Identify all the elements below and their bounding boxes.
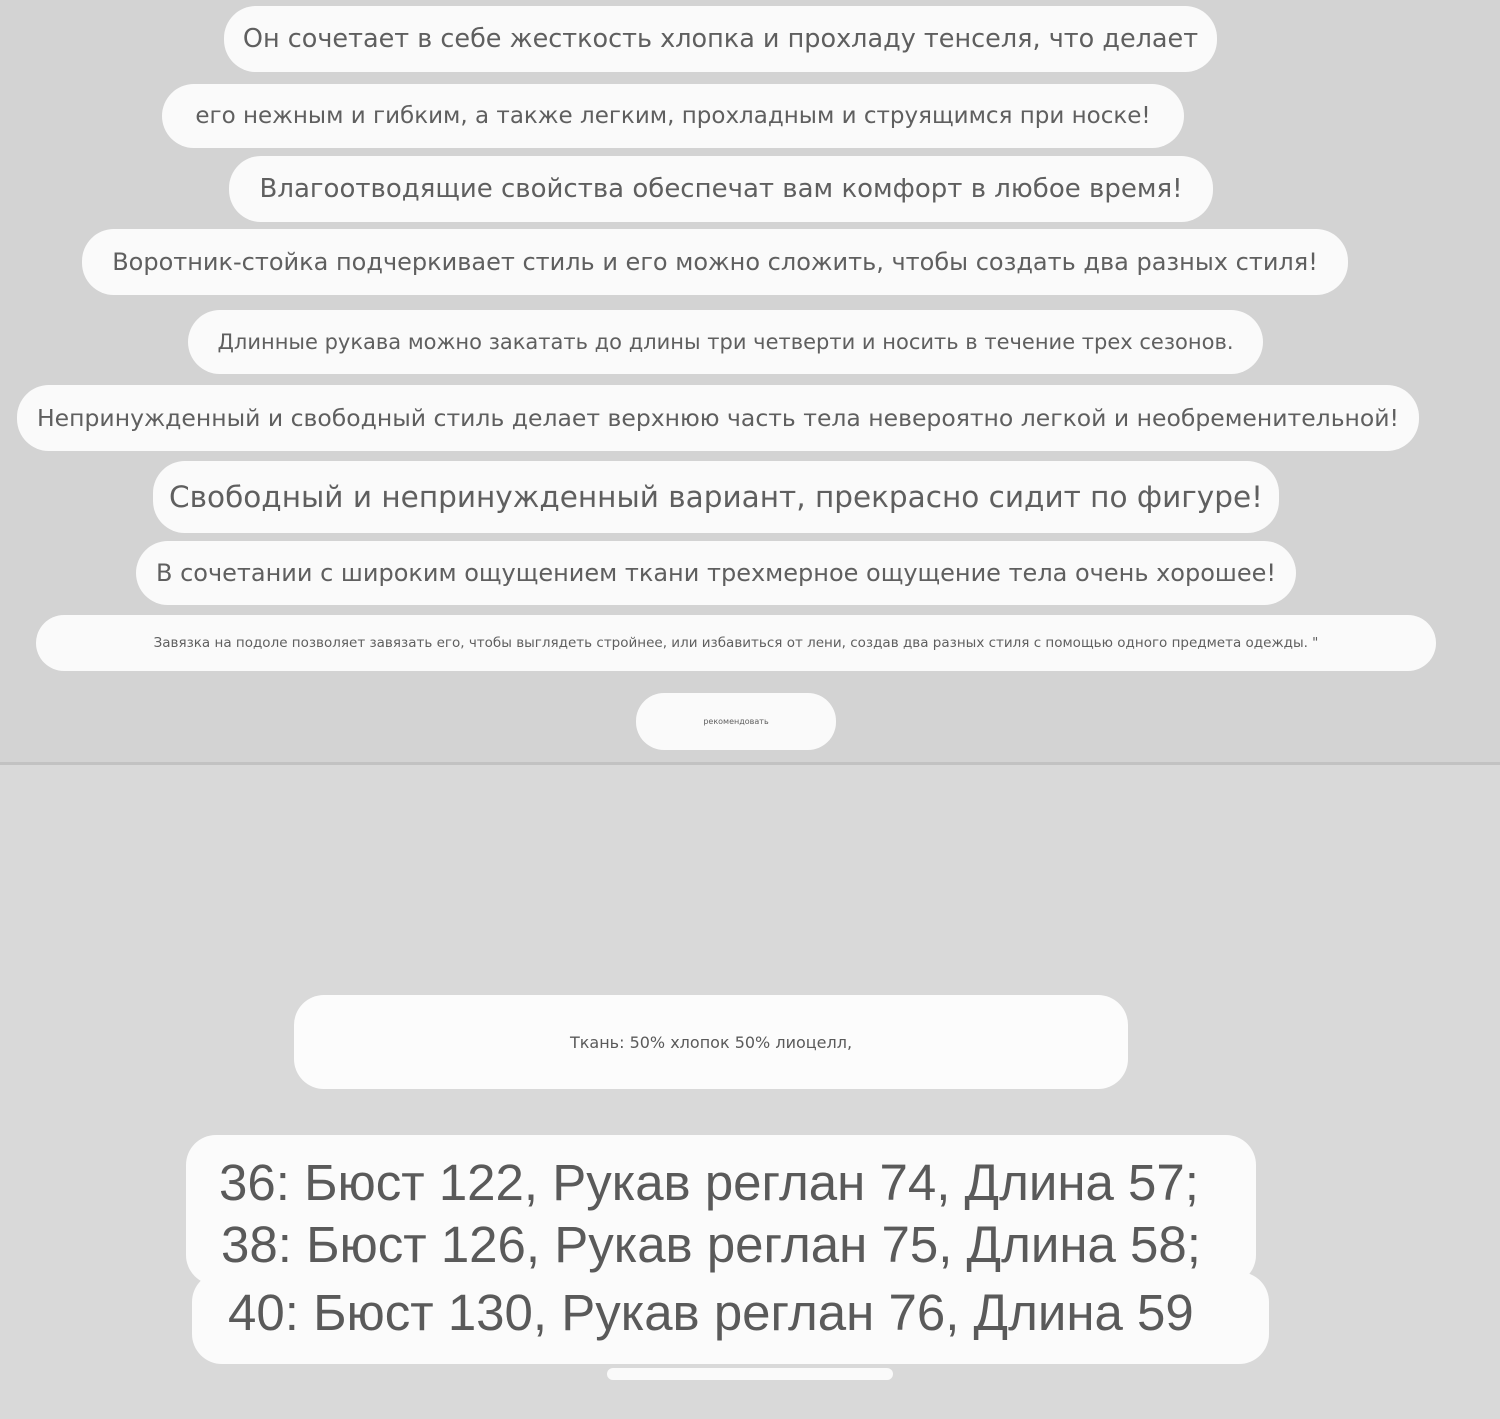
description-line: Длинные рукава можно закатать до длины три четверти и носить в течение трех сезонов.	[188, 310, 1263, 374]
description-line: Непринужденный и свободный стиль делает верхнюю часть тела невероятно легкой и необременительной!	[17, 385, 1419, 451]
description-line: Воротник-стойка подчеркивает стиль и его можно сложить, чтобы создать два разных стиля!	[82, 229, 1348, 295]
size-row: 40: Бюст 130, Рукав реглан 76, Длина 59	[228, 1284, 1194, 1341]
size-row: 38: Бюст 126, Рукав реглан 75, Длина 58;	[221, 1216, 1201, 1273]
description-line: В сочетании с широким ощущением ткани трехмерное ощущение тела очень хорошее!	[136, 541, 1296, 605]
description-line: Он сочетает в себе жесткость хлопка и прохладу тенселя, что делает	[224, 6, 1217, 72]
home-indicator[interactable]	[607, 1368, 893, 1380]
description-line: Завязка на подоле позволяет завязать его, чтобы выглядеть стройнее, или избавиться от лени, создав два разных стиля с помощью одного предмета одежды. "	[36, 615, 1436, 671]
fabric-composition: Ткань: 50% хлопок 50% лиоцелл,	[294, 995, 1128, 1089]
size-row: 36: Бюст 122, Рукав реглан 74, Длина 57;	[219, 1154, 1199, 1211]
description-line: его нежным и гибким, а также легким, прохладным и струящимся при носке!	[162, 84, 1184, 148]
description-line: Свободный и непринужденный вариант, прекрасно сидит по фигуре!	[153, 461, 1279, 533]
description-line: Влагоотводящие свойства обеспечат вам комфорт в любое время!	[229, 156, 1213, 222]
recommend-button[interactable]: рекомендовать	[636, 693, 836, 750]
